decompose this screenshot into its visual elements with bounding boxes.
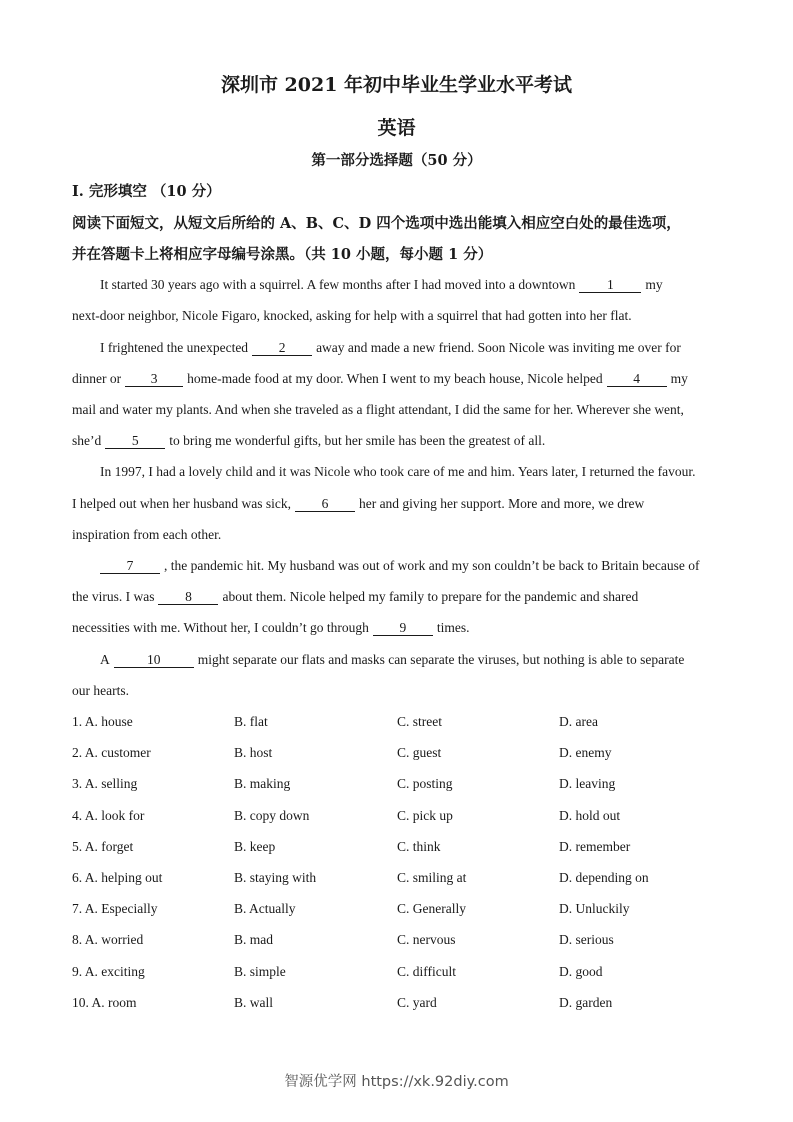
blank-4: 4 xyxy=(607,372,667,387)
option-a: 2. A. customer xyxy=(72,745,151,760)
option-a: 8. A. worried xyxy=(72,932,144,947)
blank-2: 2 xyxy=(252,341,312,356)
option-c: C. guest xyxy=(397,745,442,760)
option-b: B. flat xyxy=(234,714,268,729)
option-a: 1. A. house xyxy=(72,714,133,729)
passage-line: next-door neighbor, Nicole Figaro, knocked, asking for help with a squirrel that had gotten into her flat. xyxy=(72,308,632,323)
option-d: D. Unluckily xyxy=(559,901,630,916)
option-d: D. hold out xyxy=(559,808,621,823)
passage-text: to bring me wonderful gifts, but her smile has been the greatest of all. xyxy=(169,433,546,448)
blank-6: 6 xyxy=(295,497,355,512)
section-heading: I. 完形填空 （10 分） xyxy=(72,183,221,200)
passage-text: A xyxy=(100,652,110,667)
passage-line xyxy=(100,276,663,294)
option-a: 3. A. selling xyxy=(72,776,138,791)
watermark-footer: 智源优学网 https://xk.92diy.com xyxy=(284,1074,509,1090)
passage-text: home-made food at my door. When I went to my beach house, Nicole helped xyxy=(187,371,603,386)
option-d: D. serious xyxy=(559,932,614,947)
passage-line: our hearts. xyxy=(72,683,129,698)
passage-text: necessities with me. Without her, I couldn’t go through xyxy=(72,620,369,635)
passage-line xyxy=(96,557,700,575)
option-b: B. staying with xyxy=(234,870,317,885)
passage-text: about them. Nicole helped my family to prepare for the pandemic and shared xyxy=(222,589,639,604)
passage-line xyxy=(72,619,470,637)
passage-line: inspiration from each other. xyxy=(72,527,222,542)
passage-text: , the pandemic hit. My husband was out of work and my son couldn’t be back to Britain because of xyxy=(164,558,700,573)
part-title: 第一部分选择题（50 分） xyxy=(311,152,482,169)
passage-line xyxy=(100,651,684,669)
option-a: 9. A. exciting xyxy=(72,964,145,979)
passage-line xyxy=(100,339,681,357)
passage-line: In 1997, I had a lovely child and it was Nicole who took care of me and him. Years later, I returned the favour. xyxy=(100,464,696,479)
passage-text: my xyxy=(670,371,688,386)
blank-7: 7 xyxy=(100,559,160,574)
blank-3: 3 xyxy=(125,372,183,387)
option-c: C. smiling at xyxy=(397,870,467,885)
option-d: D. good xyxy=(559,964,603,979)
option-d: D. area xyxy=(559,714,598,729)
blank-5: 5 xyxy=(105,434,165,449)
option-d: D. depending on xyxy=(559,870,649,885)
option-a: 10. A. room xyxy=(72,995,137,1010)
option-c: C. yard xyxy=(397,995,437,1010)
passage-text: might separate our flats and masks can separate the viruses, but nothing is able to separate xyxy=(197,652,685,667)
blank-10: 10 xyxy=(114,653,194,668)
option-a: 4. A. look for xyxy=(72,808,145,823)
blank-1: 1 xyxy=(579,278,641,293)
passage-line xyxy=(72,588,638,606)
passage-text: the virus. I was xyxy=(72,589,155,604)
instruction-line: 并在答题卡上将相应字母编号涂黑。（共 10 小题，每小题 1 分） xyxy=(72,246,493,263)
option-b: B. wall xyxy=(234,995,273,1010)
option-c: C. street xyxy=(397,714,442,729)
passage-text: It started 30 years ago with a squirrel. A few months after I had moved into a downtown xyxy=(100,277,576,292)
subject-title: 英语 xyxy=(377,117,416,139)
option-c: C. nervous xyxy=(397,932,456,947)
option-b: B. keep xyxy=(234,839,276,854)
blank-9: 9 xyxy=(373,621,433,636)
instruction-line: 阅读下面短文，从短文后所给的 A、B、C、D 四个选项中选出能填入相应空白处的最佳选项， xyxy=(72,215,681,232)
passage-text: I helped out when her husband was sick, xyxy=(72,496,291,511)
option-b: B. copy down xyxy=(234,808,310,823)
option-b: B. Actually xyxy=(234,901,296,916)
option-d: D. garden xyxy=(559,995,613,1010)
option-a: 6. A. helping out xyxy=(72,870,163,885)
passage-text: my xyxy=(645,277,663,292)
option-d: D. leaving xyxy=(559,776,616,791)
passage-text: times. xyxy=(436,620,470,635)
passage-text: I frightened the unexpected xyxy=(100,340,249,355)
option-d: D. remember xyxy=(559,839,631,854)
option-a: 7. A. Especially xyxy=(72,901,158,916)
passage-line xyxy=(72,432,545,450)
passage-text: her and giving her support. More and more, we drew xyxy=(358,496,645,511)
blank-8: 8 xyxy=(158,590,218,605)
option-a: 5. A. forget xyxy=(72,839,134,854)
passage-text: she’d xyxy=(72,433,102,448)
passage-text: dinner or xyxy=(72,371,122,386)
option-c: C. difficult xyxy=(397,964,456,979)
option-b: B. making xyxy=(234,776,291,791)
option-b: B. host xyxy=(234,745,273,760)
option-c: C. pick up xyxy=(397,808,453,823)
passage-line xyxy=(72,370,688,388)
option-c: C. think xyxy=(397,839,441,854)
passage-line xyxy=(72,495,644,513)
exam-title: 深圳市 2021 年初中毕业生学业水平考试 xyxy=(220,74,573,96)
option-d: D. enemy xyxy=(559,745,612,760)
option-b: B. mad xyxy=(234,932,273,947)
passage-line: mail and water my plants. And when she traveled as a flight attendant, I did the same for her. Wherever she went, xyxy=(72,402,684,417)
option-c: C. posting xyxy=(397,776,453,791)
passage-text: away and made a new friend. Soon Nicole was inviting me over for xyxy=(316,340,681,355)
option-b: B. simple xyxy=(234,964,286,979)
option-c: C. Generally xyxy=(397,901,466,916)
